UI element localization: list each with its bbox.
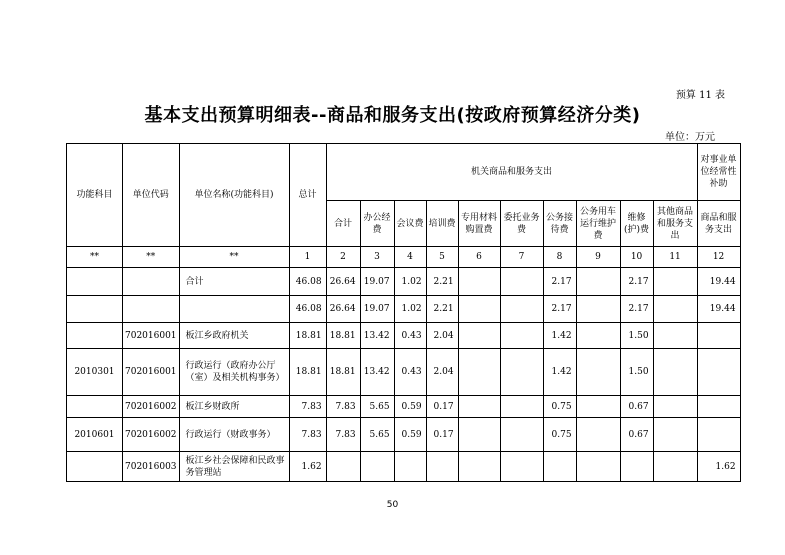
- table-cell: 1.50: [620, 323, 653, 349]
- table-row: [67, 268, 741, 296]
- table-cell: 2.04: [426, 349, 458, 396]
- table-cell: [67, 323, 123, 349]
- table-cell: 1.42: [543, 323, 576, 349]
- header-sub: 培训费: [426, 201, 458, 247]
- table-cell: 2.17: [543, 268, 576, 296]
- header-unit-name: 单位名称(功能科目): [179, 144, 289, 247]
- table-cell: 7.83: [326, 396, 360, 418]
- header-group: 机关商品和服务支出: [326, 144, 697, 201]
- table-cell: 0.17: [426, 418, 458, 452]
- table-cell: 2.17: [620, 296, 653, 323]
- index-cell: **: [67, 247, 123, 268]
- table-cell: 行政运行（政府办公厅（室）及相关机构事务）: [179, 349, 289, 396]
- table-cell: 0.67: [620, 396, 653, 418]
- table-cell: 行政运行（财政事务）: [179, 418, 289, 452]
- header-sub: 委托业务费: [500, 201, 543, 247]
- table-cell: 0.75: [543, 396, 576, 418]
- table-cell: [500, 418, 543, 452]
- table-cell: [67, 268, 123, 296]
- table-cell: [620, 452, 653, 482]
- table-cell: [67, 452, 123, 482]
- table-cell: 7.83: [326, 418, 360, 452]
- table-cell: [500, 268, 543, 296]
- table-cell: 板江乡社会保障和民政事务管理站: [179, 452, 289, 482]
- table-cell: [576, 396, 620, 418]
- table-cell: 18.81: [326, 349, 360, 396]
- table-cell: [458, 296, 500, 323]
- table-cell: 18.81: [289, 349, 326, 396]
- table-cell: [458, 418, 500, 452]
- table-cell: [360, 452, 394, 482]
- table-cell: 702016001: [123, 349, 180, 396]
- table-cell: 19.44: [697, 268, 740, 296]
- table-cell: 18.81: [326, 323, 360, 349]
- index-cell: 9: [576, 247, 620, 268]
- table-cell: [500, 349, 543, 396]
- index-cell: 8: [543, 247, 576, 268]
- index-cell: 11: [653, 247, 697, 268]
- index-cell: 3: [360, 247, 394, 268]
- table-cell: [697, 323, 740, 349]
- table-cell: [653, 349, 697, 396]
- table-row: [67, 349, 741, 396]
- header-sub: 合计: [326, 201, 360, 247]
- index-cell: 1: [289, 247, 326, 268]
- table-cell: [326, 452, 360, 482]
- header-sub: 专用材料购置费: [458, 201, 500, 247]
- table-cell: 合计: [179, 268, 289, 296]
- unit-label: 单位：万元: [665, 132, 715, 143]
- table-cell: [697, 418, 740, 452]
- table-cell: 0.43: [394, 349, 426, 396]
- table-cell: 702016003: [123, 452, 180, 482]
- header-sub: 其他商品和服务支出: [653, 201, 697, 247]
- table-cell: 46.08: [289, 296, 326, 323]
- table-cell: 5.65: [360, 418, 394, 452]
- table-cell: [458, 349, 500, 396]
- header-sub: 维修(护)费: [620, 201, 653, 247]
- header-func-code: 功能科目: [67, 144, 123, 247]
- table-cell: [458, 268, 500, 296]
- table-cell: 2010601: [67, 418, 123, 452]
- table-cell: 702016001: [123, 323, 180, 349]
- table-cell: 2.04: [426, 323, 458, 349]
- table-cell: [123, 296, 180, 323]
- table-cell: 板江乡政府机关: [179, 323, 289, 349]
- table-cell: [458, 396, 500, 418]
- table-cell: [576, 418, 620, 452]
- table-row: [67, 323, 741, 349]
- table-cell: 0.59: [394, 396, 426, 418]
- page-number: 50: [386, 500, 399, 510]
- table-cell: 2.21: [426, 296, 458, 323]
- table-cell: [394, 452, 426, 482]
- table-cell: 702016002: [123, 418, 180, 452]
- table-cell: [543, 452, 576, 482]
- table-cell: [576, 323, 620, 349]
- table-cell: [67, 396, 123, 418]
- table-row: [67, 396, 741, 418]
- table-row: [67, 296, 741, 323]
- header-sub: 办公经费: [360, 201, 394, 247]
- index-cell: 6: [458, 247, 500, 268]
- header-unit-code: 单位代码: [123, 144, 180, 247]
- table-cell: 18.81: [289, 323, 326, 349]
- table-cell: 2.17: [543, 296, 576, 323]
- table-cell: [576, 349, 620, 396]
- index-cell: 7: [500, 247, 543, 268]
- table-cell: 1.02: [394, 296, 426, 323]
- table-cell: [500, 323, 543, 349]
- table-cell: 19.07: [360, 296, 394, 323]
- table-row: [67, 452, 741, 482]
- table-cell: 0.17: [426, 396, 458, 418]
- header-total: 总计: [289, 144, 326, 247]
- table-cell: [653, 323, 697, 349]
- table-cell: 702016002: [123, 396, 180, 418]
- table-cell: [653, 452, 697, 482]
- table-cell: [653, 418, 697, 452]
- table-cell: 13.42: [360, 323, 394, 349]
- table-cell: 13.42: [360, 349, 394, 396]
- index-cell: 5: [426, 247, 458, 268]
- index-cell: 2: [326, 247, 360, 268]
- table-cell: 1.42: [543, 349, 576, 396]
- table-cell: 2010301: [67, 349, 123, 396]
- table-cell: 1.02: [394, 268, 426, 296]
- index-cell: 10: [620, 247, 653, 268]
- header-sub: 会议费: [394, 201, 426, 247]
- table-cell: [653, 296, 697, 323]
- table-cell: 5.65: [360, 396, 394, 418]
- table-cell: 0.67: [620, 418, 653, 452]
- table-cell: 7.83: [289, 418, 326, 452]
- table-cell: 0.59: [394, 418, 426, 452]
- header-subsidy-top: 对事业单位经常性补助: [697, 144, 740, 201]
- table-cell: [67, 296, 123, 323]
- table-cell: 板江乡财政所: [179, 396, 289, 418]
- table-cell: [500, 452, 543, 482]
- table-cell: [576, 268, 620, 296]
- table-cell: 19.07: [360, 268, 394, 296]
- table-cell: [653, 268, 697, 296]
- table-cell: [500, 396, 543, 418]
- table-cell: 0.43: [394, 323, 426, 349]
- table-cell: [697, 349, 740, 396]
- table-cell: [179, 296, 289, 323]
- table-cell: 1.50: [620, 349, 653, 396]
- table-cell: 26.64: [326, 296, 360, 323]
- table-number: 预算 11 表: [675, 90, 725, 101]
- table-cell: 46.08: [289, 268, 326, 296]
- table-cell: [458, 452, 500, 482]
- table-cell: [653, 396, 697, 418]
- table-cell: 19.44: [697, 296, 740, 323]
- page-title: 基本支出预算明细表--商品和服务支出(按政府预算经济分类): [144, 105, 641, 126]
- table-cell: [426, 452, 458, 482]
- table-cell: [697, 396, 740, 418]
- table-cell: [576, 452, 620, 482]
- index-row: [67, 247, 741, 268]
- table-cell: 1.62: [289, 452, 326, 482]
- budget-table: [66, 143, 741, 482]
- table-cell: 7.83: [289, 396, 326, 418]
- table-cell: 2.17: [620, 268, 653, 296]
- table-cell: [458, 323, 500, 349]
- table-cell: [123, 268, 180, 296]
- table-cell: [576, 296, 620, 323]
- table-row: [67, 418, 741, 452]
- header-sub: 公务接待费: [543, 201, 576, 247]
- table-cell: [500, 296, 543, 323]
- table-cell: 2.21: [426, 268, 458, 296]
- header-sub: 公务用车运行维护费: [576, 201, 620, 247]
- table-cell: 1.62: [697, 452, 740, 482]
- table-cell: 26.64: [326, 268, 360, 296]
- header-sub: 商品和服务支出: [697, 201, 740, 247]
- index-cell: **: [179, 247, 289, 268]
- index-cell: 4: [394, 247, 426, 268]
- index-cell: 12: [697, 247, 740, 268]
- table-cell: 0.75: [543, 418, 576, 452]
- index-cell: **: [123, 247, 180, 268]
